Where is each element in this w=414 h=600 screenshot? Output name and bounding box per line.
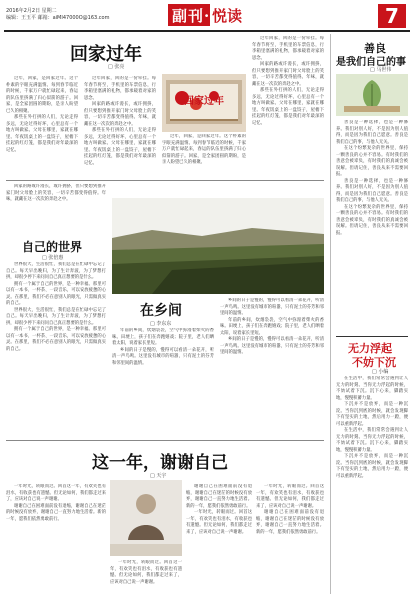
photo-countryside bbox=[112, 198, 324, 294]
article-body-thank-col2: 一年时光，转眼而过。回首这一年，有欢笑也有泪水，有收获也有遗憾。但无论如何，我们都走过来了，应该对自己说一声谢谢。 bbox=[110, 560, 182, 585]
article-body-thank-col3: 谢谢自己在困难面前没有退缩，谢谢自己在迷茫的时候没有放弃，谢谢自己一直努力地生活着。新的一年，愿我们依然勇敢前行。 一年时光，转眼而过。回首这一年，有欢笑也有泪水，有收获也有遗憾。但无论如何，我们都走过来了，应该对自己说一声谢谢。 bbox=[186, 484, 252, 535]
page-number: 7 bbox=[378, 4, 406, 28]
article-byline-home: □ 张亮 bbox=[108, 64, 125, 70]
masthead-rule bbox=[4, 30, 410, 32]
article-body-countryside-col2: 乡间的日子是慢的，慢得可以看清一朵花开，听清一声鸟鸣。这里没有城市的喧嚣，只有泥土的芬芳和邻里间的温情。 年前的乡间，炊烟袅袅，空气中弥漫着柴火的香味。田埂上，孩子们在奔跑嬉戏；院子里，老人们晒着太阳，说着家长里短。 乡间的日子是慢的，慢得可以看清一朵花开，听清一声鸟鸣。这里没有城市的喧嚣，只有泥土的芬芳和邻里间的温情。 bbox=[220, 298, 324, 355]
article-title-own-world: 自己的世界 bbox=[22, 240, 83, 254]
editor-line: 编辑：王玉平 邮箱：aiMI47000O@163.com bbox=[6, 15, 110, 21]
article-body-home-col3: 过年，回家，是回家过年。这个朴素的字眼充满温情。每到春节临近的时候，千家万户就忙碌起来，春运的队伍里挤满了归心似箭的游子。回家，是全家团圆的期盼，是亲人盼望已久的相聚。 bbox=[162, 134, 246, 165]
article-byline-sink: □ 小编 bbox=[372, 369, 389, 375]
article-body-kindness: 善良是一种选择，也是一种修养。我们对别人好，不是因为别人值得，而是因为我们自己愿意。善良是我们自己的事，与他人无关。 在这个纷繁复杂的世界里，保持一颗善良的心并不容易。有时我们的善意会被辜负，有时我们的真诚会被误解。但请记住，善良从来不需要回报。 善良是一种选择，也是一种修养。我们对别人好，不是因为别人值得，而是因为我们自己愿意。善良是我们自己的事，与他人无关。 在这个纷繁复杂的世界里，保持一颗善良的心并不容易。有时我们的善意会被辜负，有时我们的真诚会被误解。但请记住，善良从来不需要回报。 bbox=[336, 120, 408, 236]
right-column-divider bbox=[330, 34, 331, 594]
article-byline-kindness: □ 马世伟 bbox=[370, 67, 392, 73]
section-subtitle: 悦读 bbox=[212, 7, 243, 25]
photo-countryside-graphic bbox=[112, 198, 324, 294]
article-body-home-col2: 过年回家，回的是一份牵挂。每年春节将至，手机里的车票信息，行李箱里塞满的礼物，都承载着对家的思念。 回家的路或许漫长，或许拥挤，但只要想到推开家门时父母脸上的笑容，一切辛苦都变得值得。年味，就藏在这一次次的奔赴之中。 那些在外打拼的人们，无论走得多远，无论过得好坏，心里总有一个地方叫做家。父母在哪里，家就在哪里。年夜饭桌上的一盘饺子，屋檐下挂起的红灯笼，都是我们对年最深的记忆。 bbox=[84, 76, 156, 166]
date-line: 2016年2月2日 星期二 bbox=[6, 8, 57, 14]
article-body-home-tail: 回家的路或许漫长，或许拥挤，但只要想到推开家门时父母脸上的笑容，一切辛苦都变得值得。年味，就藏在这一次次的奔赴之中。 bbox=[6, 184, 106, 202]
photo-kindness-graphic bbox=[336, 74, 408, 116]
article-body-thank-col4: 一年时光，转眼而过。回首这一年，有欢笑也有泪水，有收获也有遗憾。但无论如何，我们都走过来了，应该对自己说一声谢谢。 谢谢自己在困难面前没有退缩，谢谢自己在迷茫的时候没有放弃，谢谢自己一直努力地生活着。新的一年，愿我们依然勇敢前行。 bbox=[256, 484, 324, 535]
section-title: 副刊· bbox=[172, 7, 211, 25]
masthead bbox=[0, 0, 414, 34]
article-body-own-world: 世界很大，生活很忙，我们总是在忙碌中忘记了自己。每天早出晚归，为了生计奔波，为了梦想打拼，却很少停下来问问自己真正想要的是什么。 拥有一个属于自己的世界，是一种幸福。那里可以有一本书、一杯茶、一段音乐，可以安放疲惫的心灵。在那里，我们不必在意别人的眼光，只需做真实的自己。 世界很大，生活很忙，我们总是在忙碌中忘记了自己。每天早出晚归，为了生计奔波，为了梦想打拼，却很少停下来问问自己真正想要的是什么。 拥有一个属于自己的世界，是一种幸福。那里可以有一本书、一杯茶、一段音乐，可以安放疲惫的心灵。在那里，我们不必在意别人的眼光，只需做真实的自己。 bbox=[6, 262, 106, 352]
photo-text: 回家过年 bbox=[184, 96, 224, 107]
article-byline-own-world: □ 张倍惠 bbox=[42, 255, 64, 261]
article-body-thank-col1: 一年时光，转眼而过。回首这一年，有欢笑也有泪水，有收获也有遗憾。但无论如何，我们都走过来了，应该对自己说一声谢谢。 谢谢自己在困难面前没有退缩，谢谢自己在迷茫的时候没有放弃，谢谢自己一直努力地生活着。新的一年，愿我们依然勇敢前行。 bbox=[6, 484, 106, 522]
article-byline-countryside: □ 李东东 bbox=[150, 321, 172, 327]
article-body-sink: 在生活中，我们常常会遇到让人无力的时刻。当你无力浮起的时候，不妨试着下沉。沉下心来，脚踏实地，慢慢积蓄力量。 下沉并不是放弃，而是一种沉淀。当你沉到底的时候，就会发现脚下有坚实的土地，然后用力一蹬，便可以重新浮起。 在生活中，我们常常会遇到让人无力的时刻。当你无力浮起的时候，不妨试着下沉。沉下心来，脚踏实地，慢慢积蓄力量。 下沉并不是放弃，而是一种沉淀。当你沉到底的时候，就会发现脚下有坚实的土地，然后用力一蹬，便可以重新浮起。 bbox=[336, 376, 408, 479]
article-title-home: 回家过年 bbox=[70, 44, 142, 65]
article-title-thank-self: 这一年，谢谢自己 bbox=[92, 453, 228, 473]
photo-kindness bbox=[336, 74, 408, 116]
article-title-countryside: 在乡间 bbox=[140, 303, 182, 319]
photo-thank-self bbox=[110, 480, 182, 556]
article-byline-thank-self: □ 天宇 bbox=[150, 473, 167, 479]
photo-thank-self-graphic bbox=[110, 480, 182, 556]
article-title-kindness-line2: 是我们自己的事 bbox=[336, 57, 406, 68]
article-body-countryside-col1: 年前的乡间，炊烟袅袅，空气中弥漫着柴火的香味。田埂上，孩子们在奔跑嬉戏；院子里，老人们晒着太阳，说着家长里短。 乡间的日子是慢的，慢得可以看清一朵花开，听清一声鸟鸣。这里没有城市的喧嚣，只有泥土的芬芳和邻里间的温情。 bbox=[112, 328, 214, 366]
article-title-sink-line1: 无力浮起 bbox=[348, 342, 392, 355]
article-title-kindness-line1: 善良 bbox=[364, 42, 386, 55]
right-divider bbox=[336, 336, 408, 337]
article-title-sink-line2: 不妨下沉 bbox=[352, 356, 396, 369]
article-body-home-col4: 过年回家，回的是一份牵挂。每年春节将至，手机里的车票信息，行李箱里塞满的礼物，都承载着对家的思念。 回家的路或许漫长，或许拥挤，但只要想到推开家门时父母脸上的笑容，一切辛苦都变得值得。年味，就藏在这一次次的奔赴之中。 那些在外打拼的人们，无论走得多远，无论过得好坏，心里总有一个地方叫做家。父母在哪里，家就在哪里。年夜饭桌上的一盘饺子，屋檐下挂起的红灯笼，都是我们对年最深的记忆。 bbox=[252, 36, 324, 126]
section-rule-1 bbox=[6, 180, 324, 181]
article-body-home-col1: 过年，回家，是回家过年。这个朴素的字眼充满温情。每到春节临近的时候，千家万户就忙碌起来，春运的队伍里挤满了归心似箭的游子。回家，是全家团圆的期盼，是亲人盼望已久的相聚。 那些在外打拼的人们，无论走得多远，无论过得好坏，心里总有一个地方叫做家。父母在哪里，家就在哪里。年夜饭桌上的一盘饺子，屋檐下挂起的红灯笼，都是我们对年最深的记忆。 bbox=[6, 76, 78, 153]
photo-new-year-window bbox=[162, 74, 246, 132]
section-rule-2 bbox=[6, 440, 324, 441]
